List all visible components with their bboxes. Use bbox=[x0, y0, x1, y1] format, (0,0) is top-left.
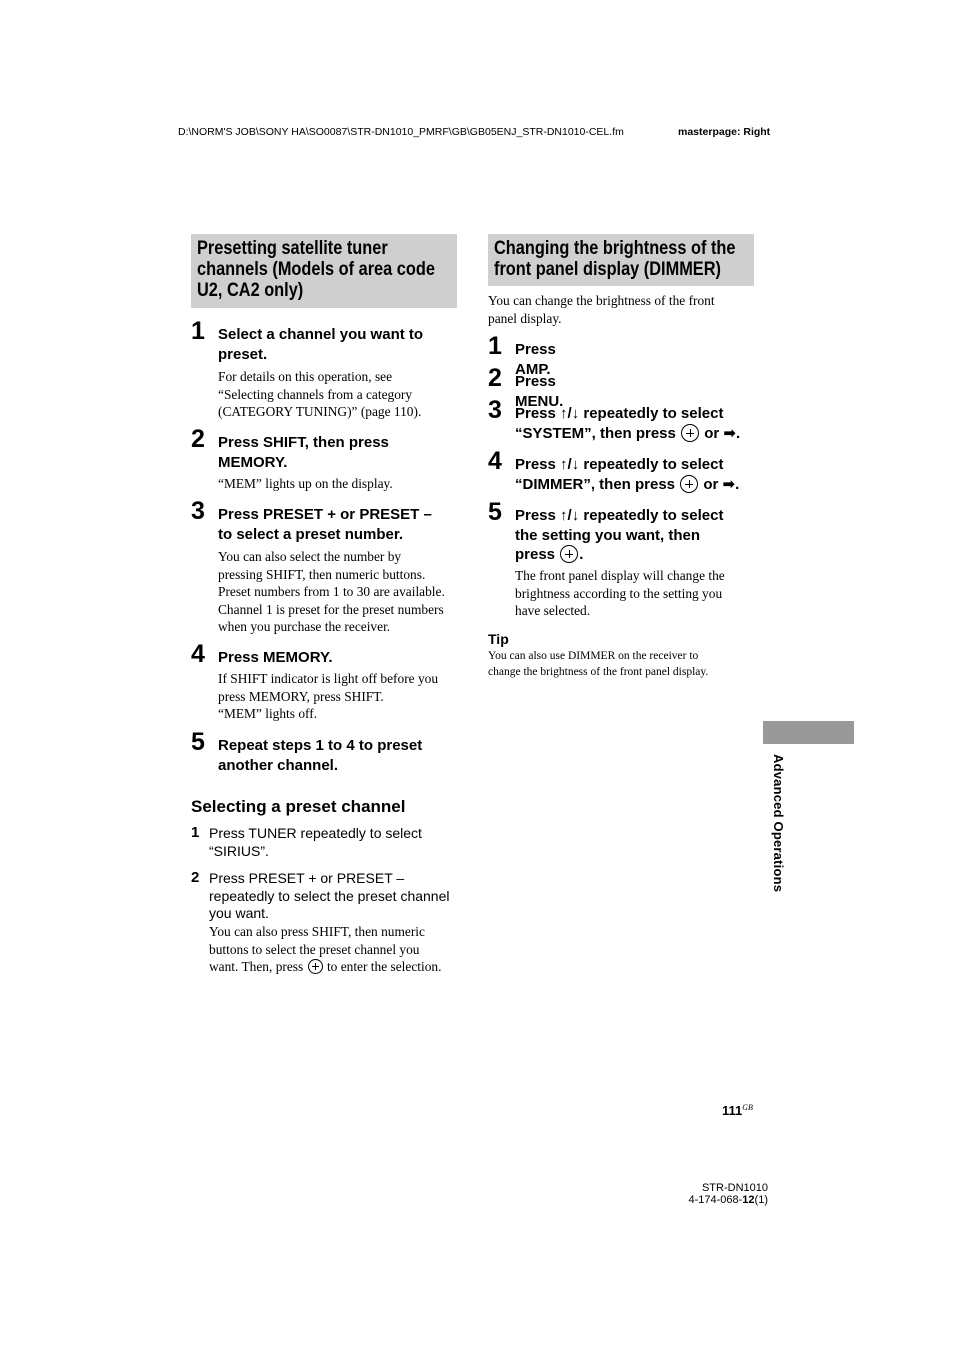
footer-model: STR-DN1010 4-174-068-12(1) bbox=[688, 1182, 768, 1206]
heading-line: Changing the brightness of the bbox=[494, 238, 736, 259]
step-title: Press SHIFT, then press MEMORY. bbox=[218, 434, 389, 471]
tip-label: Tip bbox=[488, 631, 509, 647]
file-path-header: D:\NORM'S JOB\SONY HA\SO0087\STR-DN1010_PMRF\GB\GB05ENJ_STR-DN1010-CEL.fm bbox=[178, 126, 624, 138]
step-title: Press ↑/↓ repeatedly to select “SYSTEM”, then press or ➡. bbox=[515, 405, 741, 442]
step-body: For details on this operation, see “Selecting channels from a category (CATEGORY TUNING)” (page 110). bbox=[218, 369, 422, 420]
step-number: 3 bbox=[191, 497, 205, 525]
step-body: You can also select the number by pressing SHIFT, then numeric buttons. Preset numbers from 1 to 30 are available. Channel 1 is preset for the preset numbers when you purchase the receiver. bbox=[218, 549, 445, 635]
step-body: The front panel display will change the brightness according to the setting you have selected. bbox=[515, 568, 725, 619]
enter-button-icon bbox=[560, 545, 578, 563]
step-body: “MEM” lights up on the display. bbox=[218, 476, 393, 491]
step-number: 1 bbox=[191, 317, 205, 345]
step-number: 3 bbox=[488, 396, 502, 424]
step-number: 1 bbox=[488, 332, 502, 360]
step-body: If SHIFT indicator is light off before you press MEMORY, press SHIFT. “MEM” lights off. bbox=[218, 671, 439, 722]
step-title: Press ↑/↓ repeatedly to select the setting you want, then press . bbox=[515, 507, 724, 563]
sub-step-number: 1 bbox=[191, 824, 200, 841]
section-tab-marker bbox=[763, 721, 854, 744]
tip-text: You can also use DIMMER on the receiver to change the brightness of the front panel display. bbox=[488, 650, 709, 678]
sub-step-note: You can also press SHIFT, then numeric buttons to select the preset channel you want. Then, press to enter the selection. bbox=[209, 924, 442, 975]
enter-button-icon bbox=[308, 959, 323, 974]
section-tab-label: Advanced Operations bbox=[771, 754, 786, 893]
masterpage-label: masterpage: Right bbox=[678, 126, 771, 138]
step-number: 5 bbox=[191, 728, 205, 756]
step-title: Select a channel you want to preset. bbox=[218, 326, 424, 363]
left-section-heading bbox=[191, 234, 457, 308]
step-title: Press MENU. bbox=[515, 373, 564, 410]
heading-line: front panel display (DIMMER) bbox=[494, 259, 721, 280]
enter-button-icon bbox=[681, 424, 699, 442]
heading-line: U2, CA2 only) bbox=[197, 280, 304, 301]
subsection-heading: Selecting a preset channel bbox=[191, 797, 406, 816]
page-number: $111^{GB}$ bbox=[722, 1103, 753, 1118]
heading-line: Presetting satellite tuner bbox=[197, 238, 388, 259]
step-title: Press MEMORY. bbox=[218, 649, 333, 666]
step-number: 2 bbox=[488, 364, 502, 392]
intro-text: You can change the brightness of the front panel display. bbox=[488, 293, 715, 326]
step-title: Press PRESET + or PRESET – to select a preset number. bbox=[218, 506, 432, 543]
step-number: 4 bbox=[488, 447, 502, 475]
heading-line: channels (Models of area code bbox=[197, 259, 435, 280]
step-title: Repeat steps 1 to 4 to preset another channel. bbox=[218, 737, 423, 774]
sub-step-number: 2 bbox=[191, 869, 200, 886]
right-section-heading bbox=[488, 234, 754, 286]
step-number: 2 bbox=[191, 425, 205, 453]
step-number: 4 bbox=[191, 640, 205, 668]
sub-step-text: Press TUNER repeatedly to select “SIRIUS”. bbox=[209, 825, 422, 859]
sub-step-text: Press PRESET + or PRESET – repeatedly to select the preset channel you want. bbox=[209, 870, 450, 921]
page-region-suffix: GB bbox=[742, 1103, 753, 1112]
step-title: Press AMP. bbox=[515, 341, 556, 378]
step-title: Press ↑/↓ repeatedly to select “DIMMER”, then press or ➡. bbox=[515, 456, 740, 493]
step-number: 5 bbox=[488, 498, 502, 526]
enter-button-icon bbox=[680, 475, 698, 493]
